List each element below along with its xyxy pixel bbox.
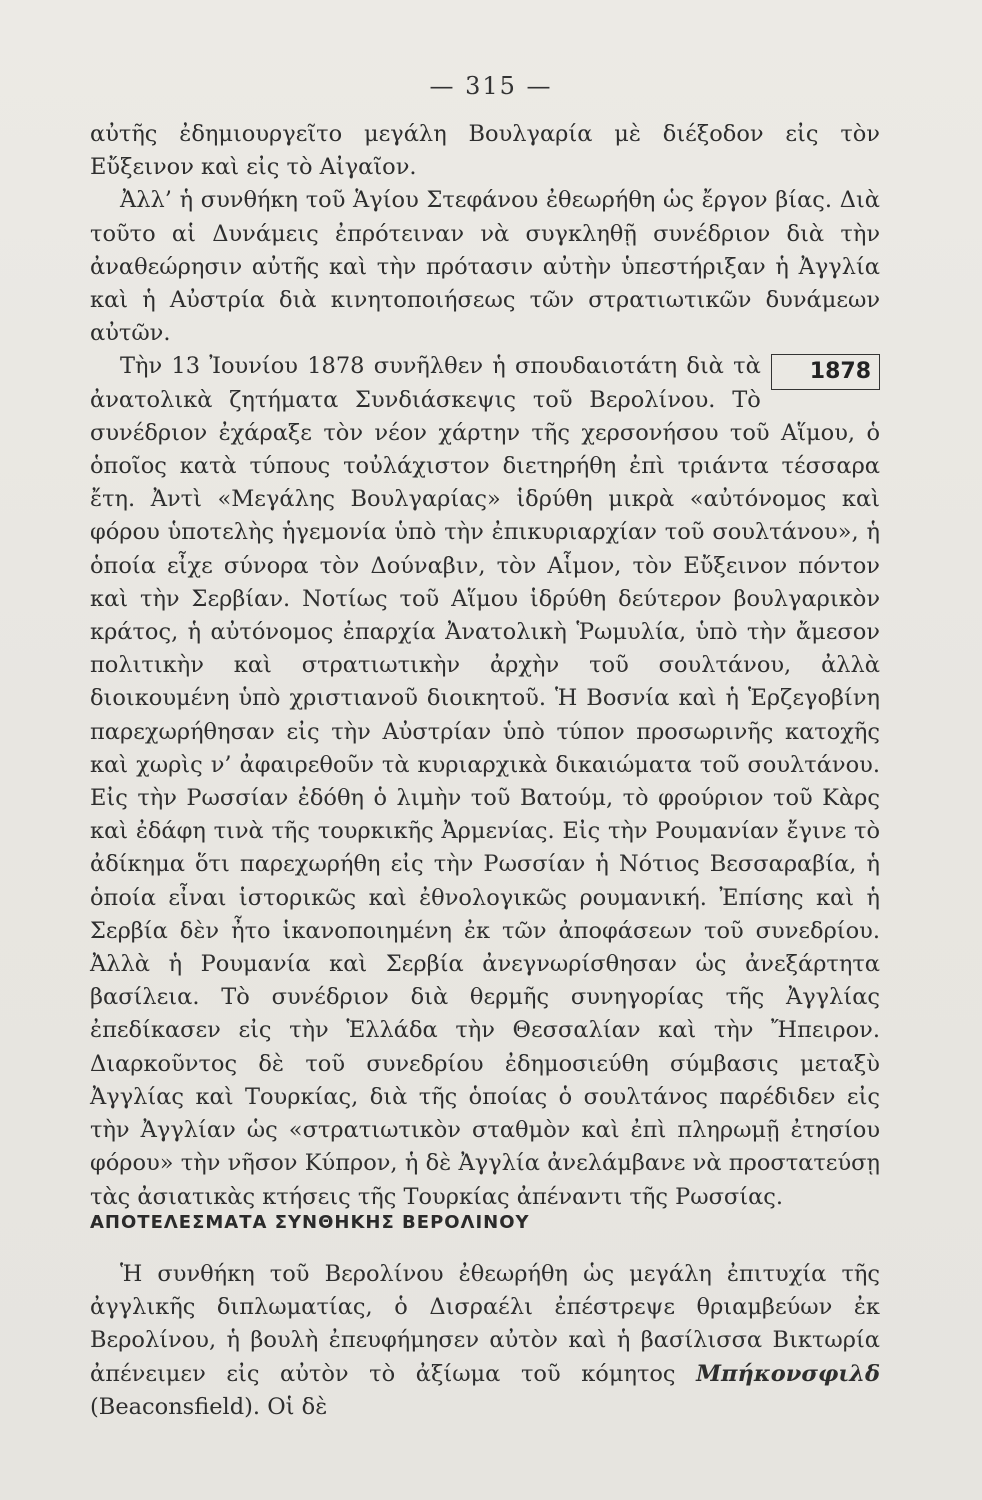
results-text-start: Ἡ συνθήκη τοῦ Βερολίνου ἐθεωρήθη ὡς μεγάλη ἐπιτυχία τῆς ἀγγλικῆς διπλωματίας, ὁ Δισραέλι ἐπέστρεψε θριαμβεύων ἐκ Βερολίνου, ἡ βουλὴ ἐπευφήμησεν αὐτὸν καὶ ἡ βασίλισσα Βικτωρία ἀπένειμεν εἰς αὐτὸν τὸ ἀξίωμα τοῦ κόμητος — [90, 1261, 880, 1387]
section-heading: ΑΠΟΤΕΛΕΣΜΑΤΑ ΣΥΝΘΗΚΗΣ ΒΕΡΟΛΙΝΟΥ — [90, 1212, 530, 1233]
beaconsfield-title: Μπήκονσφιλδ — [696, 1360, 880, 1387]
results-text-end: (Beaconsfield). Οἱ δὲ — [90, 1393, 328, 1420]
main-text-block — [90, 118, 880, 1214]
section-text-block — [90, 1258, 880, 1424]
paragraph-continuation: αὐτῆς ἐδημιουργεῖτο μεγάλη Βουλγαρία μὲ διέξοδον εἰς τὸν Εὔξεινον καὶ εἰς τὸ Αἰγαῖον. — [90, 121, 880, 181]
paragraph-berlin-congress — [90, 350, 880, 1213]
paragraph-berlin-text: Τὴν 13 Ἰουνίου 1878 συνῆλθεν ἡ σπουδαιοτάτη διὰ τὰ ἀνατολικὰ ζητήματα Συνδιάσκεψις τοῦ Βερολίνου. Τὸ συνέδριον ἐχάραξε τὸν νέον χάρτην τῆς χερσονήσου τοῦ Αἵμου, ὁ ὁποῖος κατὰ τύπους τοὐλάχιστον διετηρήθη ἐπὶ τριάντα τέσσαρα ἔτη. Ἀντὶ «Μεγάλης Βουλγαρίας» ἱδρύθη μικρὰ «αὐτόνομος καὶ φόρου ὑποτελὴς ἡγεμονία ὑπὸ τὴν ἐπικυριαρχίαν τοῦ σουλτάνου», ἡ ὁποία εἶχε σύνορα τὸν Δούναβιν, τὸν Αἷμον, τὸν Εὔξεινον πόντον καὶ τὴν Σερβίαν. Νοτίως τοῦ Αἵμου ἱδρύθη δεύτερον βουλγαρικὸν κράτος, ἡ αὐτόνομος ἐπαρχία Ἀνατολικὴ Ῥωμυλία, ὑπὸ τὴν ἄμεσον πολιτικὴν καὶ στρατιωτικὴν ἀρχὴν τοῦ σουλτάνου, ἀλλὰ διοικουμένη ὑπὸ χριστιανοῦ διοικητοῦ. Ἡ Βοσνία καὶ ἡ Ἑρζεγοβίνη παρεχωρήθησαν εἰς τὴν Αὐστρίαν ὑπὸ τύπον προσωρινῆς κατοχῆς καὶ χωρὶς ν’ ἀφαιρεθοῦν τὰ κυριαρχικὰ δικαιώματα τοῦ σουλτάνου. Εἰς τὴν Ρωσσίαν ἐδόθη ὁ λιμὴν τοῦ Βατούμ, τὸ φρούριον τοῦ Κὰρς καὶ ἐδάφη τινὰ τῆς τουρκικῆς Ἀρμενίας. Εἰς τὴν Ρουμανίαν ἔγινε τὸ ἀδίκημα ὅτι παρεχωρήθη εἰς τὴν Ρωσσίαν ἡ Νότιος Βεσσαραβία, ἡ ὁποία εἶναι ἱστορικῶς καὶ ἐθνολογικῶς ρουμανική. Ἐπίσης καὶ ἡ Σερβία δὲν ἦτο ἱκανοποιημένη ἐκ τῶν ἀποφάσεων τοῦ συνεδρίου. Ἀλλὰ ἡ Ρουμανία καὶ Σερβία ἀνεγνωρίσθησαν ὡς ἀνεξάρτητα βασίλεια. Τὸ συνέδριον διὰ θερμῆς συνηγορίας τῆς Ἀγγλίας ἐπεδίκασεν εἰς τὴν Ἑλλάδα τὴν Θεσσαλίαν καὶ τὴν Ἤπειρον. Διαρκοῦντος δὲ τοῦ συνεδρίου ἐδημοσιεύθη σύμβασις μεταξὺ Ἀγγλίας καὶ Τουρκίας, διὰ τῆς ὁποίας ὁ σουλτάνος παρέδιδεν εἰς τὴν Ἀγγλίαν ὡς «στρατιωτικὸν σταθμὸν καὶ ἐπὶ πληρωμῇ ἐτησίου φόρου» τὴν νῆσον Κύπρον, ἡ δὲ Ἀγγλία ἀνελάμβανε νὰ προστατεύσῃ τὰς ἀσιατικὰς κτήσεις τῆς Τουρκίας ἀπέναντι τῆς Ρωσσίας. — [90, 353, 880, 1210]
paragraph-san-stefano: Ἀλλ’ ἡ συνθήκη τοῦ Ἁγίου Στεφάνου ἐθεωρήθη ὡς ἔργον βίας. Διὰ τοῦτο αἱ Δυνάμεις ἐπρότειναν νὰ συγκληθῇ συνέδριον διὰ τὴν ἀναθεώρησιν αὐτῆς καὶ τὴν πρότασιν αὐτὴν ὑπεστήριξαν ἡ Ἀγγλία καὶ ἡ Αὐστρία διὰ κινητοποιήσεως τῶν στρατιωτικῶν δυνάμεων αὐτῶν. — [90, 187, 880, 347]
margin-year-box: 1878 — [771, 354, 880, 390]
paragraph-results — [90, 1258, 880, 1424]
page-number: — 315 — — [429, 72, 553, 100]
